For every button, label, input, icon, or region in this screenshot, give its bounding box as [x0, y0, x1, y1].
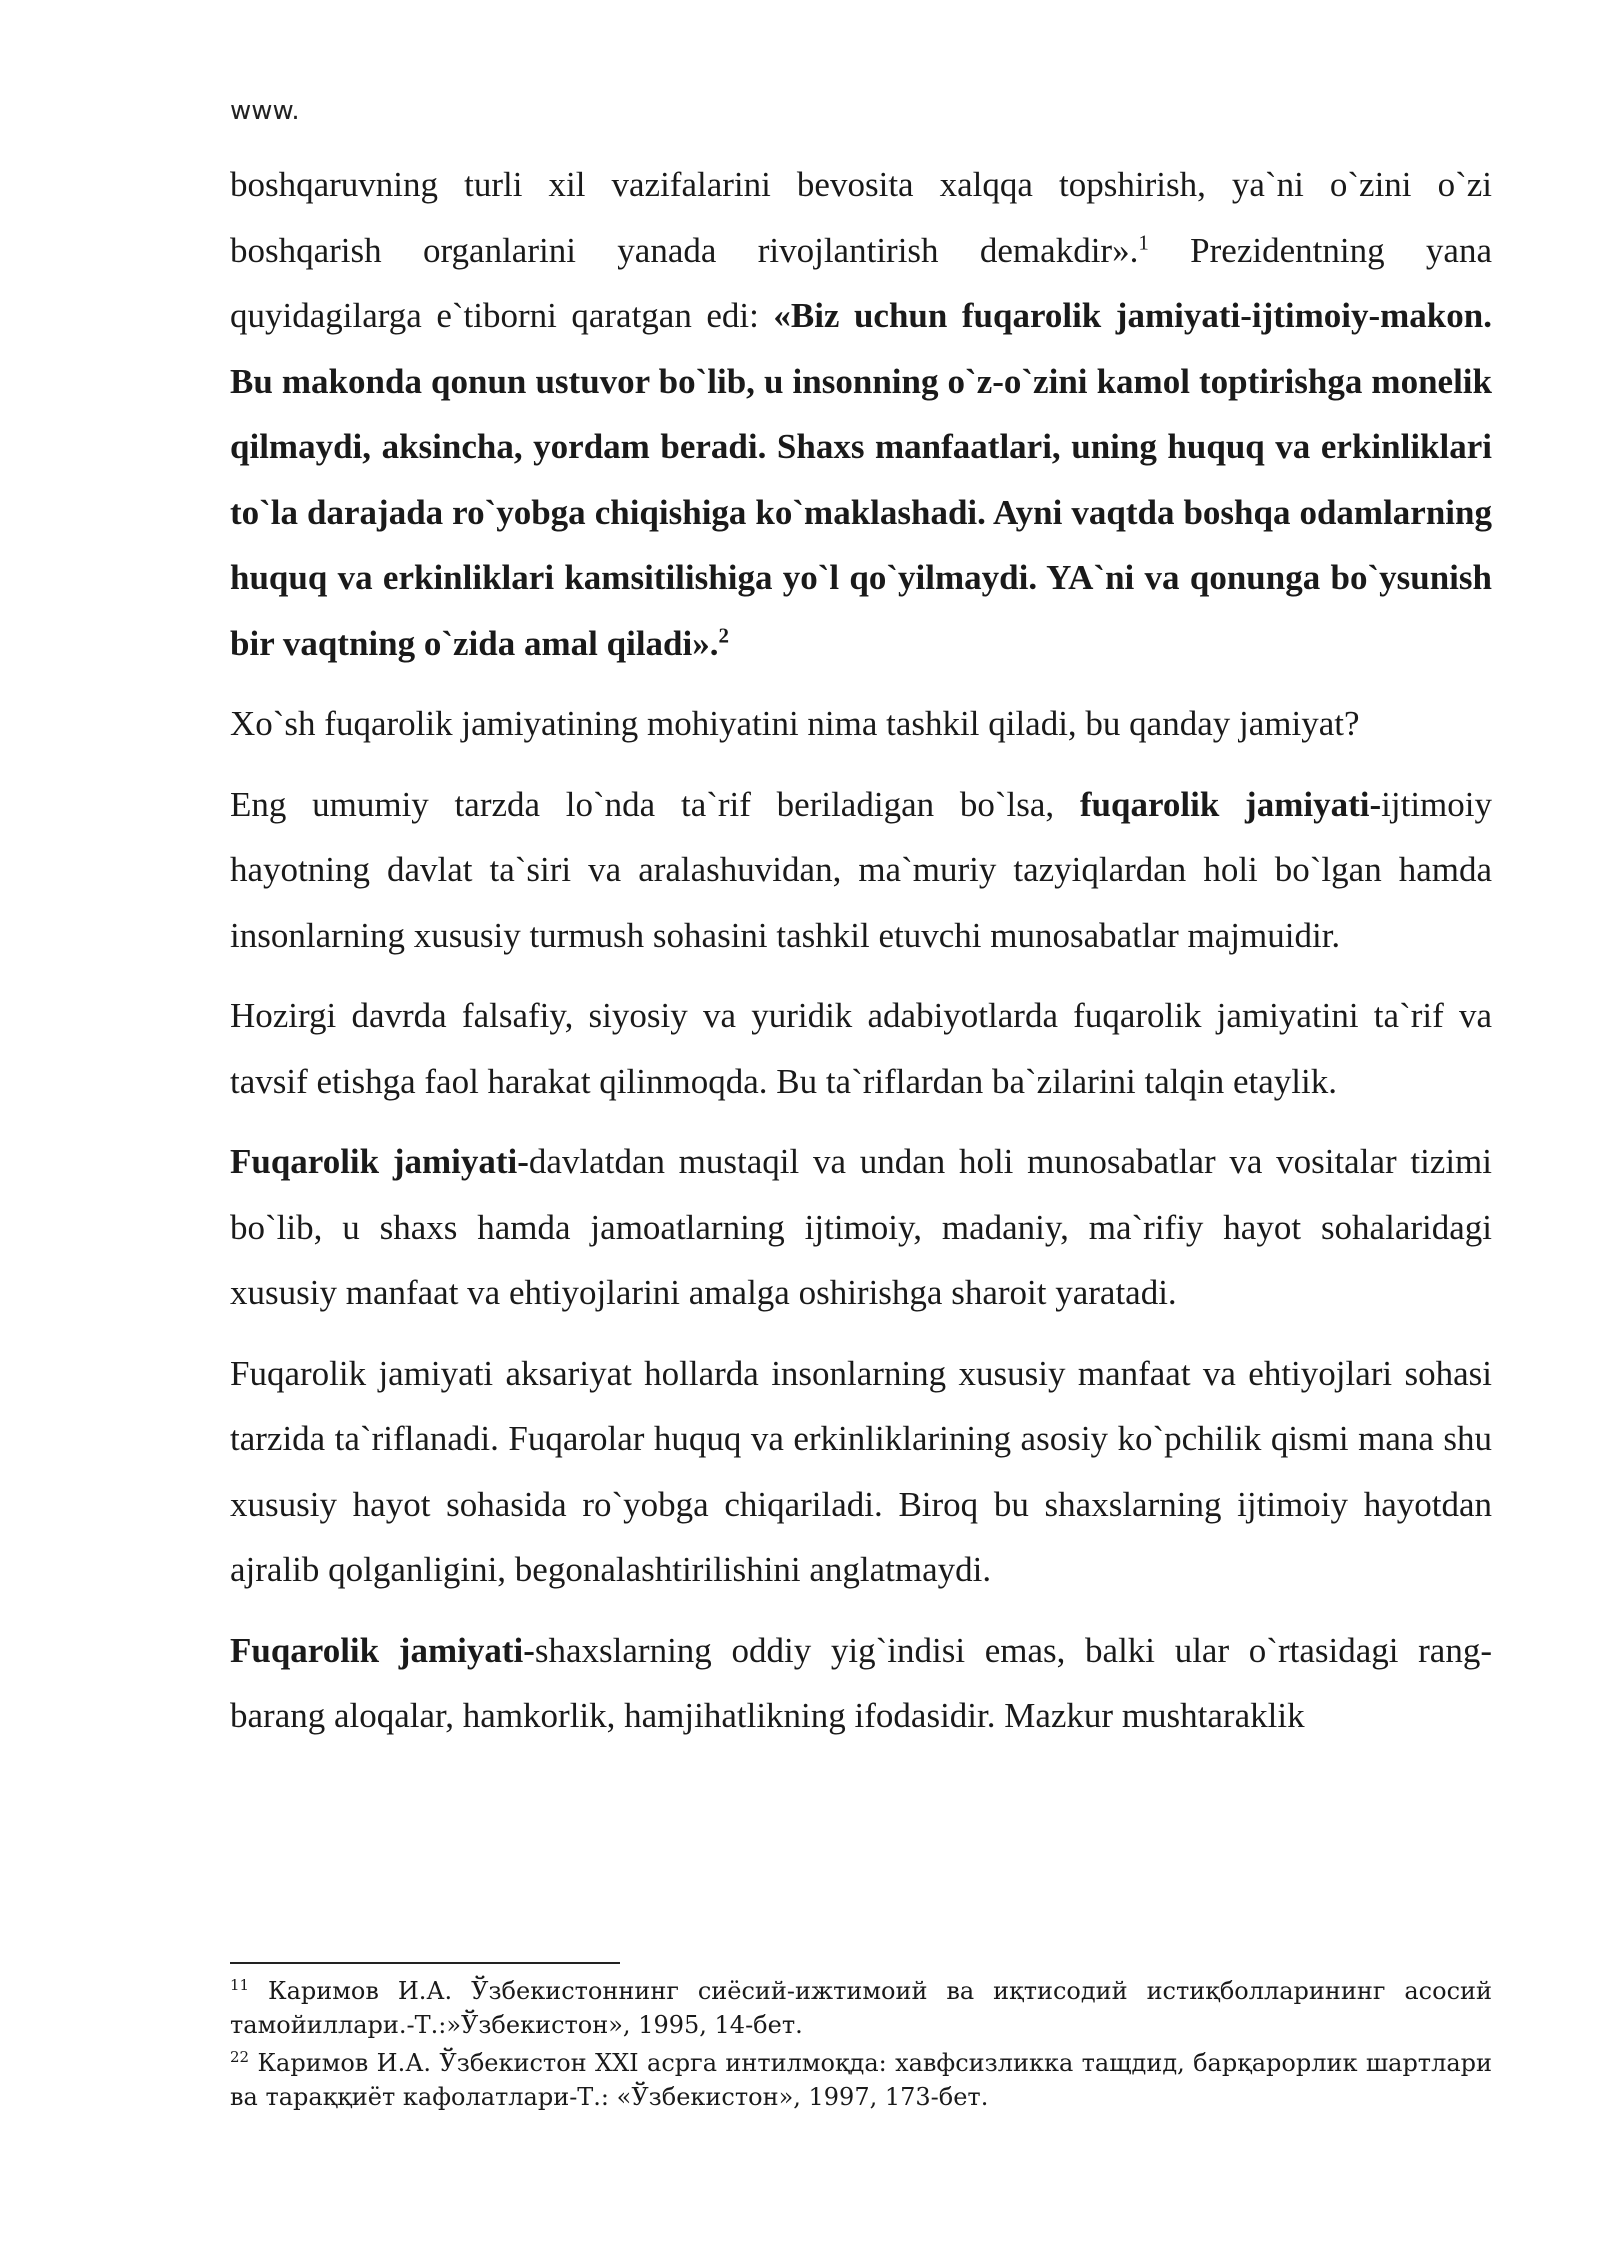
paragraph-text: Prezidentning yana quyidagilarga e`tiborni qaratgan edi:	[230, 230, 1492, 335]
paragraph-text: ijtimoiy hayotning davlat ta`siri va aralashuvidan, ma`muriy tazyiqlardan holi bo`lgan hamda insonlarning xususiy turmush sohasini tashkil etuvchi munosabatlar majmuidir.	[230, 784, 1492, 955]
footnote-separator	[230, 1962, 620, 1964]
paragraph-6: Fuqarolik jamiyati aksariyat hollarda insonlarning xususiy manfaat va ehtiyojlari sohasi tarzida ta`riflanadi. Fuqarolar huquq va erkinliklarining asosiy ko`pchilik qismi mana shu xususiy hayot sohasida ro`yobga chiqariladi. Biroq bu shaxslarning ijtimoiy hayotdan ajralib qolganligini, begonalashtirilishini anglatmaydi.	[230, 1353, 1492, 1589]
footnotes	[230, 1974, 1492, 2118]
paragraph-2: Xo`sh fuqarolik jamiyatining mohiyatini nima tashkil qiladi, bu qanday jamiyat?	[230, 704, 1360, 743]
bold-term: fuqarolik jamiyati-	[1079, 784, 1382, 824]
footnote-mark: 11	[230, 1976, 250, 1994]
footnote-ref-2[interactable]: 2	[718, 622, 729, 647]
paragraph-7	[230, 1618, 1492, 1749]
body-text	[230, 152, 1492, 1764]
paragraph-text: shaxslarning oddiy yig`indisi emas, balki ular o`rtasidagi rang-barang aloqalar, hamkorlik, hamjihatlikning ifodasidir. Mazkur mushtaraklik	[230, 1630, 1492, 1735]
page-header: www.	[230, 96, 300, 126]
bold-term: Fuqarolik jamiyati-	[230, 1142, 529, 1181]
footnote-text: Каримов И.А. Ўзбекистоннинг сиёсий-ижтимоий ва иқтисодий истиқболларининг асосий тамойиллари.-Т.:»Ўзбекистон», 1995, 14-бет.	[230, 1977, 1492, 2039]
footnote-ref-1[interactable]: 1	[1138, 229, 1149, 254]
footnote-mark: 22	[230, 2048, 250, 2066]
bold-quote: «Biz uchun fuqarolik jamiyati-ijtimoiy-makon. Bu makonda qonun ustuvor bo`lib, u insonning o`z-o`zini kamol toptirishga monelik qilmaydi, aksincha, yordam beradi. Shaxs manfaatlari, uning huquq va erkinliklari to`la darajada ro`yobga chiqishiga ko`maklashadi. Ayni vaqtda boshqa odamlarning huquq va erkinliklari kamsitilishiga yo`l qo`yilmaydi. YA`ni va qonunga bo`ysunish bir vaqtning o`zida amal qiladi».	[230, 296, 1492, 663]
paragraph-text: Eng umumiy tarzda lo`nda ta`rif beriladigan bo`lsa,	[230, 784, 1080, 824]
paragraph-4: Hozirgi davrda falsafiy, siyosiy va yuridik adabiyotlarda fuqarolik jamiyatini ta`rif va tavsif etishga faol harakat qilinmoqda. Bu ta`riflardan ba`zilarini talqin etaylik.	[230, 996, 1492, 1101]
paragraph-5	[230, 1129, 1492, 1326]
paragraph-1	[230, 152, 1492, 676]
paragraph-3	[230, 772, 1492, 969]
bold-term: Fuqarolik jamiyati-	[230, 1630, 535, 1670]
footnote-1	[230, 1974, 1492, 2042]
paragraph-text: boshqaruvning turli xil vazifalarini bevosita xalqqa topshirish, ya`ni o`zini o`zi boshqarish organlarini yanada rivojlantirish demakdir».	[230, 165, 1492, 270]
paragraph-text: davlatdan mustaqil va undan holi munosabatlar va vositalar tizimi bo`lib, u shaxs hamda jamoatlarning ijtimoiy, madaniy, ma`rifiy hayot sohalaridagi xususiy manfaat va ehtiyojlarini amalga oshirishga sharoit yaratadi.	[230, 1142, 1492, 1312]
footnote-2	[230, 2046, 1492, 2114]
footnote-text: Каримов И.А. Ўзбекистон XXI асрга интилмоқда: хавфсизликка тащдид, барқарорлик шартлари ва тараққиёт кафолатлари-Т.: «Ўзбекистон», 1997, 173-бет.	[230, 2049, 1492, 2111]
